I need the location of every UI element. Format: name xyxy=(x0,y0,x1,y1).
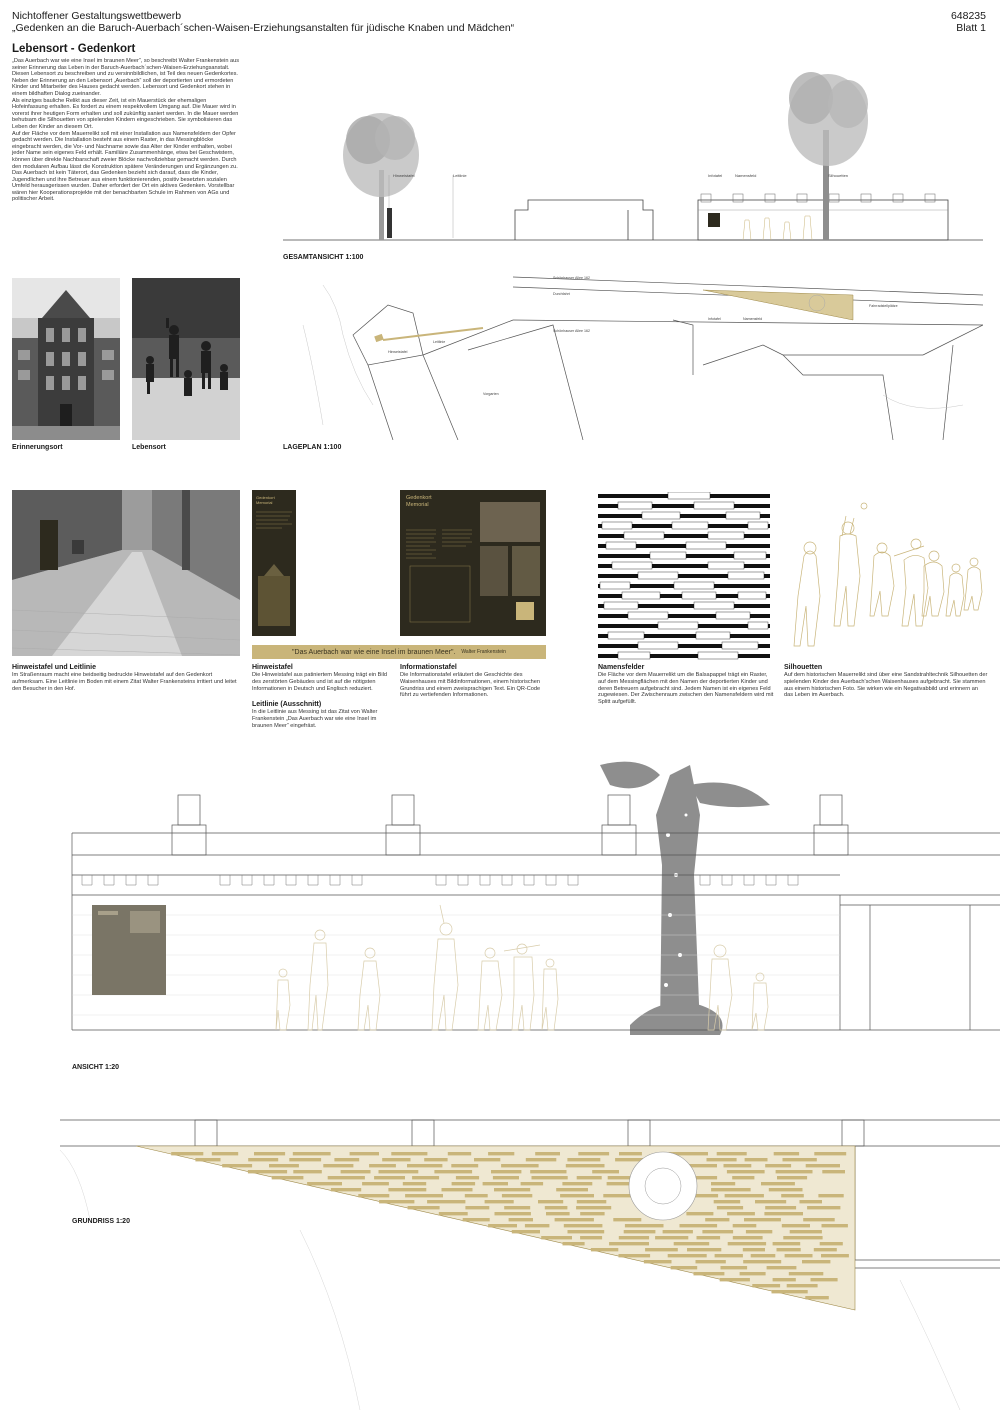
plan-leitlinie: Leitlinie xyxy=(433,340,446,344)
plan-durchfahrt: Durchfahrt xyxy=(553,292,570,296)
name-block xyxy=(293,1170,322,1173)
name-block xyxy=(717,1206,743,1209)
name-block xyxy=(790,1230,822,1233)
name-block xyxy=(525,1224,550,1227)
name-block xyxy=(494,1188,530,1191)
name-block xyxy=(269,1164,299,1167)
poster-small-title-2: Memorial xyxy=(256,500,273,505)
historic-children-photo xyxy=(132,278,240,440)
name-block xyxy=(811,1278,838,1281)
children-photo-image xyxy=(132,278,240,440)
caption-namensfelder xyxy=(598,663,774,706)
name-block xyxy=(728,1242,766,1245)
name-block xyxy=(625,1224,664,1227)
name-block xyxy=(702,1230,733,1233)
name-block xyxy=(502,1194,532,1197)
competition-title xyxy=(12,10,712,34)
name-block xyxy=(755,1200,786,1203)
name-block xyxy=(773,1242,801,1245)
tree-ring-plan xyxy=(629,1152,697,1220)
name-block xyxy=(442,1188,473,1191)
name-block xyxy=(732,1176,754,1179)
name-block xyxy=(331,1188,361,1191)
name-block xyxy=(323,1164,353,1167)
name-block xyxy=(248,1158,278,1161)
name-block xyxy=(293,1152,331,1155)
name-block xyxy=(272,1176,304,1179)
sign-post-small xyxy=(387,208,392,238)
name-block xyxy=(495,1212,531,1215)
tree-elevation xyxy=(600,762,770,1035)
name-block xyxy=(578,1152,609,1155)
name-block xyxy=(254,1152,285,1155)
name-block xyxy=(388,1188,426,1191)
name-block xyxy=(782,1224,810,1227)
name-block xyxy=(765,1206,796,1209)
tree-right xyxy=(788,72,868,240)
name-block xyxy=(724,1164,752,1167)
name-block xyxy=(761,1182,795,1185)
name-block xyxy=(619,1254,651,1257)
name-block xyxy=(714,1200,741,1203)
name-block xyxy=(807,1206,840,1209)
name-block xyxy=(746,1230,772,1233)
name-block xyxy=(448,1152,471,1155)
name-block xyxy=(787,1284,818,1287)
name-block xyxy=(576,1206,611,1209)
street-photo xyxy=(12,490,240,656)
historic-building-photo xyxy=(12,278,120,440)
name-block xyxy=(802,1260,830,1263)
elev-tag-hinweistafel: Hinweistafel xyxy=(393,173,415,178)
name-block xyxy=(195,1158,220,1161)
caption-text: Auf dem historischen Mauerrelikt sind über eine Sandstrahltechnik Silhouetten der spielenden Kinder des Auerbach'schen Waisenhauses aufgebracht. Sie stammen aus einem historischen Foto. Sie wirken wie ein Negativabbild und erinnern an das Leben im Auerbach. xyxy=(784,672,988,699)
name-block xyxy=(777,1176,807,1179)
name-block xyxy=(655,1236,688,1239)
informationstafel-poster xyxy=(400,490,546,636)
sheet-info xyxy=(951,10,986,34)
section-title: Lebensort - Gedenkort xyxy=(12,43,136,55)
name-block xyxy=(715,1254,743,1257)
name-block xyxy=(668,1254,707,1257)
name-block xyxy=(532,1176,568,1179)
name-block xyxy=(530,1170,566,1173)
name-block xyxy=(619,1236,649,1239)
name-block xyxy=(711,1182,735,1185)
name-block xyxy=(764,1212,803,1215)
floor-plan-drawing xyxy=(0,1110,1000,1410)
name-block xyxy=(568,1230,605,1233)
name-block xyxy=(577,1176,602,1179)
name-block xyxy=(403,1182,426,1185)
site-plan-drawing xyxy=(283,265,983,440)
name-block xyxy=(504,1206,530,1209)
name-block xyxy=(463,1218,490,1221)
name-block xyxy=(560,1194,594,1197)
elev-tag-namensfeld: Namensfeld xyxy=(735,173,757,178)
caption-text: In die Leitlinie aus Messing ist das Zitat von Walter Frankenstein „Das Auerbach war wie eine Insel im braunen Meer“ eingefräst. xyxy=(252,709,378,729)
name-block xyxy=(328,1176,365,1179)
name-block xyxy=(820,1242,843,1245)
name-block xyxy=(379,1200,414,1203)
name-block xyxy=(803,1218,835,1221)
name-block xyxy=(488,1224,517,1227)
name-block xyxy=(545,1206,568,1209)
name-block xyxy=(535,1152,560,1155)
caption-informationstafel xyxy=(400,663,546,699)
infotafel-poster-graphic xyxy=(400,490,546,636)
name-block xyxy=(705,1218,729,1221)
name-block xyxy=(781,1194,804,1197)
plan-hinweistafel: Hinweistafel xyxy=(388,350,408,354)
name-block xyxy=(541,1236,572,1239)
name-block xyxy=(591,1248,618,1251)
infotafel-title-1: Gedenkort xyxy=(406,495,432,501)
name-block xyxy=(686,1212,713,1215)
caption-hinweistafel-leitlinie xyxy=(12,663,244,692)
name-block xyxy=(785,1254,813,1257)
plan-street-mid: Schönhauser Allee 162 xyxy=(553,329,590,333)
name-block xyxy=(733,1224,757,1227)
name-block xyxy=(752,1284,780,1287)
name-block xyxy=(171,1152,203,1155)
name-block xyxy=(777,1248,801,1251)
caption-text: Die Hinweistafel aus patiniertem Messing trägt ein Bild des zerstörten Gebäudes und ist auf die nötigsten Informationen in Deutsch und Englisch reduziert. xyxy=(252,672,387,692)
name-block xyxy=(512,1230,540,1233)
name-block xyxy=(805,1296,829,1299)
name-block xyxy=(674,1242,710,1245)
name-block xyxy=(491,1170,521,1173)
name-block xyxy=(789,1272,824,1275)
caption-title: Hinweistafel und Leitlinie xyxy=(12,664,97,671)
leitlinie-quote: "Das Auerbach war wie eine Insel im braunen Meer". xyxy=(292,648,456,656)
name-block xyxy=(680,1224,718,1227)
infotafel-title-2: Memorial xyxy=(406,501,429,508)
name-block xyxy=(733,1236,763,1239)
name-block xyxy=(501,1164,538,1167)
caption-text: Die Informationstafel erläutert die Geschichte des Waisenhauses mit Bildinformationen, einem historischen Grundriss und einem zweisprachigen Text. Ein QR-Code führt zu vertiefenden Informationen. xyxy=(400,672,541,699)
label-lageplan: LAGEPLAN 1:100 xyxy=(283,444,342,451)
caption-hinweistafel xyxy=(252,663,392,730)
poster-small-title-1: Gedenkort xyxy=(256,495,275,500)
name-block xyxy=(562,1182,592,1185)
name-block xyxy=(222,1164,252,1167)
building-photo-image xyxy=(12,278,120,440)
name-block xyxy=(483,1182,508,1185)
name-block xyxy=(555,1218,594,1221)
name-block xyxy=(613,1218,641,1221)
name-block xyxy=(740,1272,766,1275)
name-block xyxy=(358,1194,389,1197)
name-block xyxy=(745,1158,768,1161)
name-block xyxy=(556,1188,588,1191)
name-block xyxy=(800,1200,823,1203)
name-block xyxy=(379,1170,419,1173)
name-block xyxy=(663,1230,693,1233)
caption-title: Silhouetten xyxy=(784,664,823,671)
name-block xyxy=(727,1212,755,1215)
name-block xyxy=(526,1158,557,1161)
name-block xyxy=(645,1248,678,1251)
name-block xyxy=(609,1242,649,1245)
name-block xyxy=(774,1152,799,1155)
name-block xyxy=(783,1236,822,1239)
plan-street-top: Schönhauser Allee 162 xyxy=(553,276,590,280)
name-block xyxy=(474,1158,500,1161)
name-block xyxy=(424,1158,447,1161)
name-block xyxy=(485,1200,514,1203)
label-gesamtansicht: GESAMTANSICHT 1:100 xyxy=(283,254,364,261)
name-block xyxy=(711,1188,751,1191)
name-block xyxy=(567,1158,600,1161)
name-block xyxy=(407,1164,442,1167)
name-block xyxy=(563,1242,585,1245)
caption-title: Hinweistafel xyxy=(252,664,293,671)
entry-number: 648235 xyxy=(950,10,986,22)
name-block xyxy=(751,1254,776,1257)
name-block xyxy=(374,1176,405,1179)
name-block xyxy=(687,1248,721,1251)
name-block xyxy=(408,1206,440,1209)
name-block xyxy=(465,1194,488,1197)
name-block xyxy=(412,1176,439,1179)
namensfelder-graphic xyxy=(598,492,770,660)
name-block xyxy=(707,1158,737,1161)
hinweistafel-poster xyxy=(252,490,296,636)
name-block xyxy=(382,1158,410,1161)
silhouetten-graphic xyxy=(784,496,990,658)
caption-text: Die Fläche vor dem Mauerrelikt um die Balsapappel trägt ein Raster, auf dem Messingflächen mit den Namen der deportierten Kinder und deren Betreuern aufgebracht sind. Jedem Namen ist ein eigenes Feld zugewiesen. Der Zwischenraum zwischen den Namensfeldern wird mit Splitt aufgefüllt. xyxy=(598,672,774,706)
name-block xyxy=(580,1236,602,1239)
name-block xyxy=(538,1200,563,1203)
name-block xyxy=(769,1188,803,1191)
street-photo-image xyxy=(12,490,240,656)
name-block xyxy=(451,1164,478,1167)
name-block xyxy=(546,1212,570,1215)
name-block xyxy=(743,1260,781,1263)
plan-fahrradstellplaetze: Fahrradstellplätze xyxy=(869,304,898,308)
leitlinie-strip xyxy=(252,645,546,659)
name-block xyxy=(773,1278,796,1281)
name-block xyxy=(334,1158,359,1161)
name-block xyxy=(814,1152,846,1155)
name-block xyxy=(806,1164,840,1167)
name-block xyxy=(521,1182,544,1185)
name-block xyxy=(248,1170,287,1173)
intro-paragraph: Als einziges bauliche Relikt aus dieser Zeit, ist ein Mauerstück der ehemaligen Hofeinfassung erhalten. Es fordert zu einem respektvollem Umgang auf. Die Mauer wird in vorerst ihrer heutigen Form erhalten und soll zukünftig saniert werden. In die Mauer werden behutsam die Silhouetten von spielenden Kindern eingeschrieben. Sie symbolisieren das Leben der Kinder an diesem Ort. xyxy=(12,97,239,130)
name-block xyxy=(456,1176,479,1179)
caption-title: Informationstafel xyxy=(400,664,457,671)
name-block xyxy=(212,1152,238,1155)
name-block xyxy=(694,1272,725,1275)
name-block xyxy=(783,1158,817,1161)
overall-elevation-drawing xyxy=(283,60,983,250)
memorial-field-plan xyxy=(703,290,853,320)
name-block xyxy=(580,1212,604,1215)
name-block xyxy=(493,1176,519,1179)
intro-text xyxy=(12,58,240,203)
name-block xyxy=(772,1290,808,1293)
intro-paragraph: Das Auerbach ist kein Täterort, das Gedenken bezieht sich darauf, dass die Kinder, Jugendlichen und ihre Betreuer aus einem funktionierenden, positiv besetzten sozialen Umfeld herausgerissen wurden. Daher erfordert der Ort ein aktives Gedenken. Vorstellbar wären hier Kooperationsprojekte mit der benachbarten Schule im Rahmen von AGs und politischer Arbeit. xyxy=(12,170,235,203)
name-block xyxy=(465,1206,489,1209)
name-block xyxy=(721,1266,748,1269)
wall-elevation-drawing xyxy=(0,755,1000,1055)
caption-text: Im Straßenraum macht eine beidseitig bedruckte Hinweistafel auf den Gedenkort aufmerksam. Eine Leitlinie im Boden mit einem Zitat Walter Frankensteins irritiert und leitet den Besucher in den Hof. xyxy=(12,672,237,692)
name-block xyxy=(350,1152,379,1155)
elev-tag-silhouetten: Silhouetten xyxy=(828,173,849,178)
header-line-2: „Gedenken an die Baruch-Auerbach´schen-Waisen-Erziehungsanstalten für jüdische Knaben und Mädchen“ xyxy=(12,22,515,34)
name-block xyxy=(696,1260,726,1263)
name-block xyxy=(341,1170,371,1173)
name-block xyxy=(822,1224,848,1227)
plan-namensfeld: Namensfeld xyxy=(743,317,763,321)
name-block xyxy=(814,1248,837,1251)
name-block xyxy=(509,1218,533,1221)
name-block xyxy=(434,1170,472,1173)
name-block xyxy=(767,1266,797,1269)
name-block xyxy=(717,1152,747,1155)
name-block xyxy=(725,1194,764,1197)
sheet-number: Blatt 1 xyxy=(956,22,986,34)
name-block xyxy=(671,1266,698,1269)
caption-silhouetten xyxy=(784,663,988,699)
name-block xyxy=(822,1170,845,1173)
name-block xyxy=(776,1170,813,1173)
photo-caption-right: Lebensort xyxy=(132,444,166,451)
name-block xyxy=(818,1194,843,1197)
name-block xyxy=(624,1230,656,1233)
elev-tag-leitlinie: Leitlinie xyxy=(453,173,467,178)
name-block xyxy=(727,1170,765,1173)
header-line-1: Nichtoffener Gestaltungswettbewerb xyxy=(12,10,182,22)
name-block xyxy=(405,1194,443,1197)
name-block xyxy=(391,1152,427,1155)
name-block xyxy=(644,1260,672,1263)
caption-title: Namensfelder xyxy=(598,664,645,671)
name-block xyxy=(369,1164,396,1167)
label-ansicht: ANSICHT 1:20 xyxy=(72,1064,120,1071)
hinweistafel-poster-graphic xyxy=(252,490,296,636)
name-block xyxy=(564,1224,603,1227)
elev-tag-infotafel: Infotafel xyxy=(708,173,723,178)
name-block xyxy=(488,1152,514,1155)
name-block xyxy=(720,1278,750,1281)
label-grundriss: GRUNDRISS 1:20 xyxy=(72,1218,130,1225)
name-block xyxy=(744,1218,781,1221)
name-block xyxy=(427,1200,465,1203)
name-block xyxy=(307,1182,342,1185)
name-block xyxy=(743,1248,765,1251)
name-block xyxy=(697,1236,721,1239)
name-block xyxy=(821,1254,849,1257)
name-block xyxy=(765,1164,791,1167)
plan-infotafel: Infotafel xyxy=(708,317,721,321)
name-block xyxy=(577,1200,607,1203)
leitlinie-author: Walter Frankenstein xyxy=(461,649,506,655)
name-block xyxy=(362,1182,389,1185)
name-block xyxy=(619,1152,642,1155)
caption-title: Leitlinie (Ausschnitt) xyxy=(252,701,322,709)
name-block xyxy=(592,1170,619,1173)
name-block xyxy=(289,1158,321,1161)
plan-vorgarten: Vorgarten xyxy=(483,392,499,396)
name-block xyxy=(566,1164,605,1167)
name-block xyxy=(439,1212,468,1215)
photo-caption-left: Erinnerungsort xyxy=(12,444,63,451)
intro-paragraph: Auf der Fläche vor dem Mauerrelikt soll mit einer Installation aus Namensfeldern der Opfer gedacht werden. Die Installation besteht aus einem Raster, in das Messingblöcke eingebracht werden, die Vor- und Nachname sowie das Alter der Kinder enthalten, wobei jeder Name sein eigenes Feld erhält. Familiäre Zusammenhänge, etwa bei Geschwistern, können über direkte Nachbarschaft zweier Blöcke nachvollziehbar gemacht werden. Durch den modularen Aufbau lässt die Konstruktion spätere Veränderungen und Ergänzungen zu. xyxy=(12,130,238,170)
intro-paragraph: „Das Auerbach war wie eine Insel im braunen Meer“, so beschreibt Walter Frankenstein aus seiner Erinnerung das Leben in der Baruch-Auerbach´schen-Waisen-Erziehungsanstalt. Diesen Lebensort zu beschreiben und zu versinnbildlichen, ist Teil des neuen Gedenkortes. Neben der Erinnerung an den Lebensort „Auerbach“ soll der deportierten und ermordeten Kinder und Mitarbeiter des Hauses gedacht werden. Lebensort und Gedenkort stehen in einem bildhaften Dialog zueinander. xyxy=(12,58,240,97)
name-block xyxy=(452,1182,476,1185)
